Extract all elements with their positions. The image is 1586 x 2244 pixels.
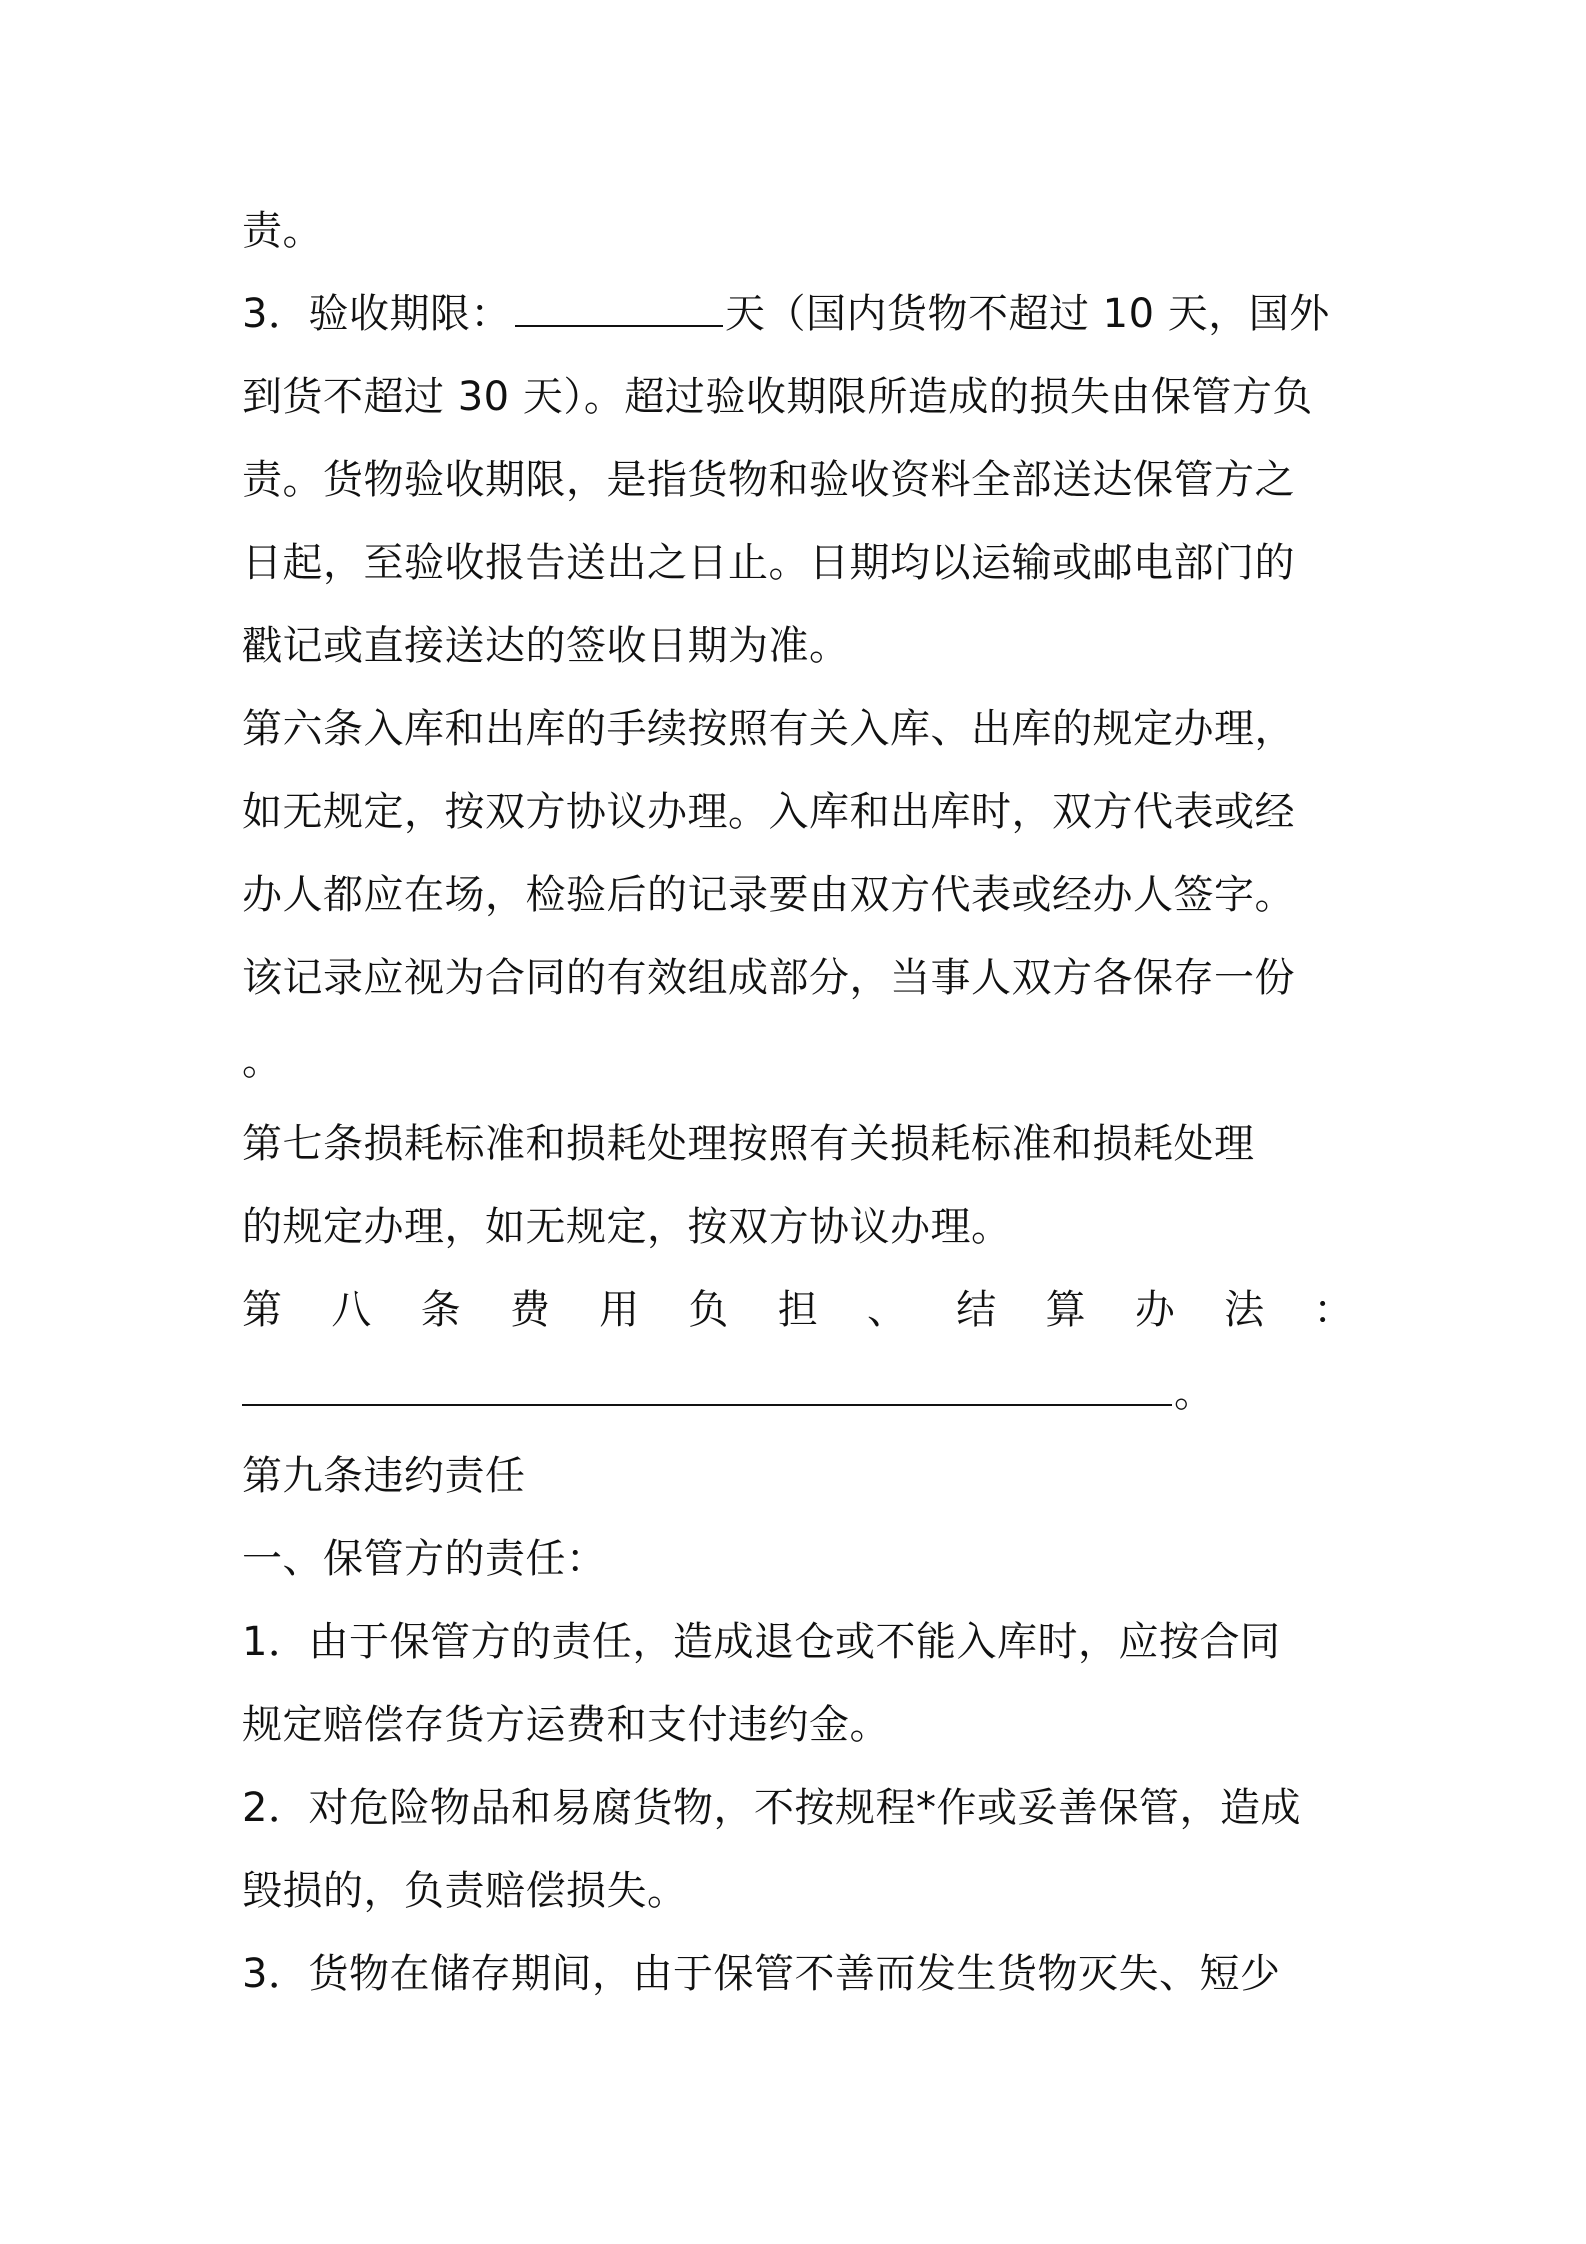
- article-8-char: 、: [866, 1287, 908, 1333]
- text-line: [242, 688, 1354, 771]
- text-line-content: 该记录应视为合同的有效组成部分，当事人双方各保存一份: [242, 955, 1295, 1001]
- section-heading: 一、保管方的责任：: [242, 1536, 607, 1582]
- text-line: [242, 1518, 1354, 1601]
- text-line: [242, 937, 1354, 1020]
- text-line-content: 日起，至验收报告送出之日止。日期均以运输或邮电部门的: [242, 540, 1295, 586]
- article-8-char: 算: [1045, 1287, 1087, 1333]
- article-8-char: 办: [1134, 1287, 1176, 1333]
- article-8-char: 结: [956, 1287, 997, 1333]
- article-8-char: 法: [1224, 1287, 1265, 1333]
- text-line-content: 责。货物验收期限，是指货物和验收资料全部送达保管方之: [242, 457, 1295, 503]
- text-line: [242, 1103, 1354, 1186]
- article-8-char: 用: [599, 1287, 640, 1333]
- article-7-heading: 第七条损耗标准和损耗处理按照有关损耗标准和损耗处理: [242, 1121, 1255, 1167]
- fee-settlement-blank: [242, 1360, 1172, 1406]
- text-line: [242, 771, 1354, 854]
- article-8-char: 费: [509, 1287, 551, 1333]
- text-line-content: 。: [242, 1038, 283, 1084]
- text-line: [242, 439, 1354, 522]
- document-body: [242, 190, 1354, 2016]
- text-line-content: 的规定办理，如无规定，按双方协议办理。: [242, 1204, 1012, 1250]
- text-line-content: 3．货物在储存期间，由于保管不善而发生货物灭失、短少: [242, 1951, 1281, 1997]
- article-8-char: 第: [242, 1287, 283, 1333]
- text-line: [242, 605, 1354, 688]
- text-line: [242, 273, 1354, 356]
- acceptance-period-label: 3．验收期限：: [242, 291, 511, 337]
- article-8-heading: [242, 1269, 1354, 1352]
- text-line: [242, 1020, 1354, 1103]
- article-8-char: ：: [1313, 1287, 1354, 1333]
- text-line: [242, 1684, 1354, 1767]
- article-8-char: 条: [420, 1287, 462, 1333]
- text-line-content: 到货不超过 30 天）。超过验收期限所造成的损失由保管方负: [242, 374, 1313, 420]
- text-line: [242, 522, 1354, 605]
- text-line: [242, 1435, 1354, 1518]
- text-line-content: 责。: [242, 208, 323, 254]
- article-6-heading: 第六条入库和出库的手续按照有关入库、出库的规定办理，: [242, 706, 1295, 752]
- text-line-content: 戳记或直接送达的签收日期为准。: [242, 623, 850, 669]
- text-line-content: 办人都应在场，检验后的记录要由双方代表或经办人签字。: [242, 872, 1295, 918]
- article-9-heading: 第九条违约责任: [242, 1453, 526, 1499]
- text-line-content: 1．由于保管方的责任，造成退仓或不能入库时，应按合同: [242, 1619, 1281, 1665]
- article-8-char: 八: [331, 1287, 372, 1333]
- text-line: [242, 1850, 1354, 1933]
- text-line-content: 毁损的，负责赔偿损失。: [242, 1868, 688, 1914]
- text-line: [242, 1601, 1354, 1684]
- article-8-char: 负: [688, 1287, 729, 1333]
- text-line: [242, 1186, 1354, 1269]
- text-line: [242, 356, 1354, 439]
- text-line: [242, 190, 1354, 273]
- text-line-content: 规定赔偿存货方运费和支付违约金。: [242, 1702, 890, 1748]
- text-line: [242, 1352, 1354, 1435]
- text-line: [242, 1933, 1354, 2016]
- text-line-content: 。: [1174, 1370, 1215, 1416]
- text-line: [242, 854, 1354, 937]
- article-8-char: 担: [777, 1287, 819, 1333]
- text-line-content: 2．对危险物品和易腐货物，不按规程*作或妥善保管，造成: [242, 1785, 1301, 1831]
- acceptance-days-blank: [515, 287, 723, 327]
- text-line-content: 如无规定，按双方协议办理。入库和出库时，双方代表或经: [242, 789, 1295, 835]
- text-line: [242, 1767, 1354, 1850]
- text-line-content: 天（国内货物不超过 10 天，国外: [724, 291, 1330, 337]
